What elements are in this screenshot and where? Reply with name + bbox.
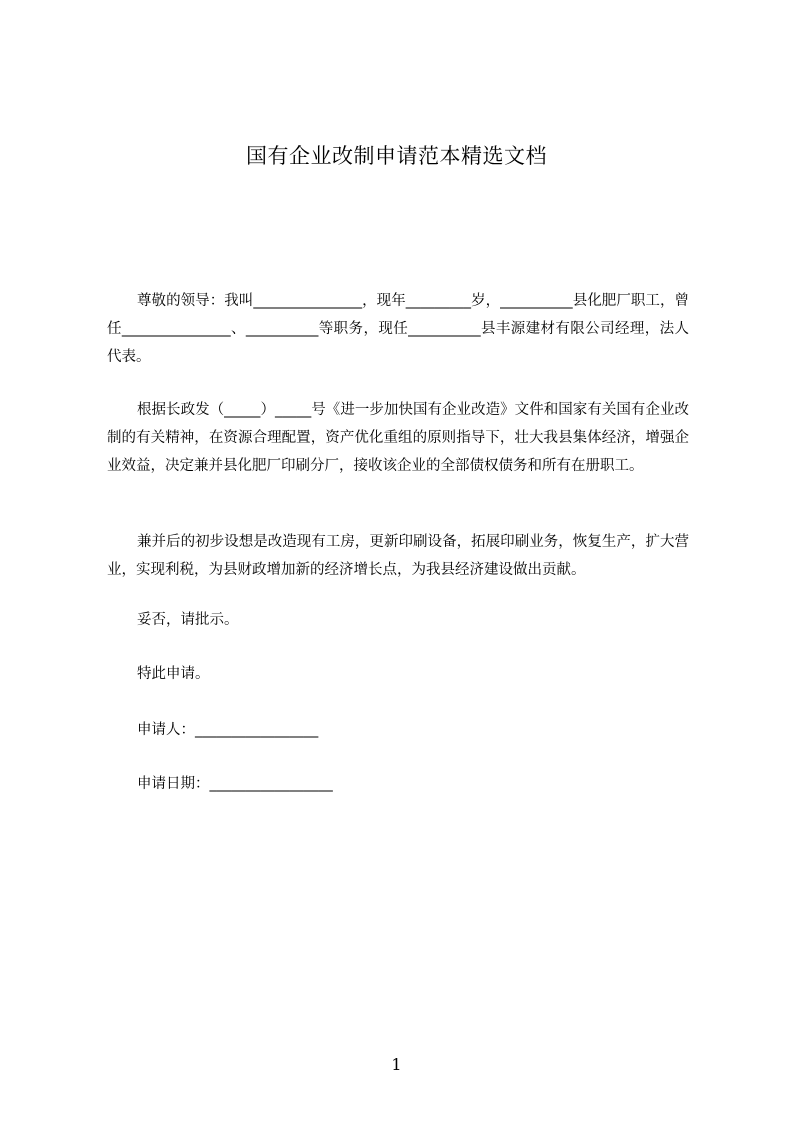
paragraph-greeting: 尊敬的领导：我叫_______________，现年_________岁，__________县化肥厂职工，曾任_______________、__________等职务，现任__________县丰源建材有限公司经理，法人代表。 [107,293,689,365]
closing-statement: 特此申请。 [137,666,210,682]
page-number: 1 [391,1055,402,1074]
paragraph-plan: 兼并后的初步设想是改造现有工房，更新印刷设备，拓展印刷业务，恢复生产，扩大营业，实现利税，为县财政增加新的经济增长点，为我县经济建设做出贡献。 [107,534,689,578]
applicant-line: 申请人：_________________ [137,722,319,738]
closing-request: 妥否，请批示。 [137,612,239,628]
document-title: 国有企业改制申请范本精选文档 [246,144,547,168]
date-line: 申请日期：_________________ [137,776,333,792]
paragraph-basis: 根据长政发（_____）_____号《进一步加快国有企业改造》文件和国家有关国有企业改制的有关精神，在资源合理配置，资产优化重组的原则指导下，壮大我县集体经济，增强企业效益，决定兼并县化肥厂印刷分厂，接收该企业的全部债权债务和所有在册职工。 [107,402,689,474]
